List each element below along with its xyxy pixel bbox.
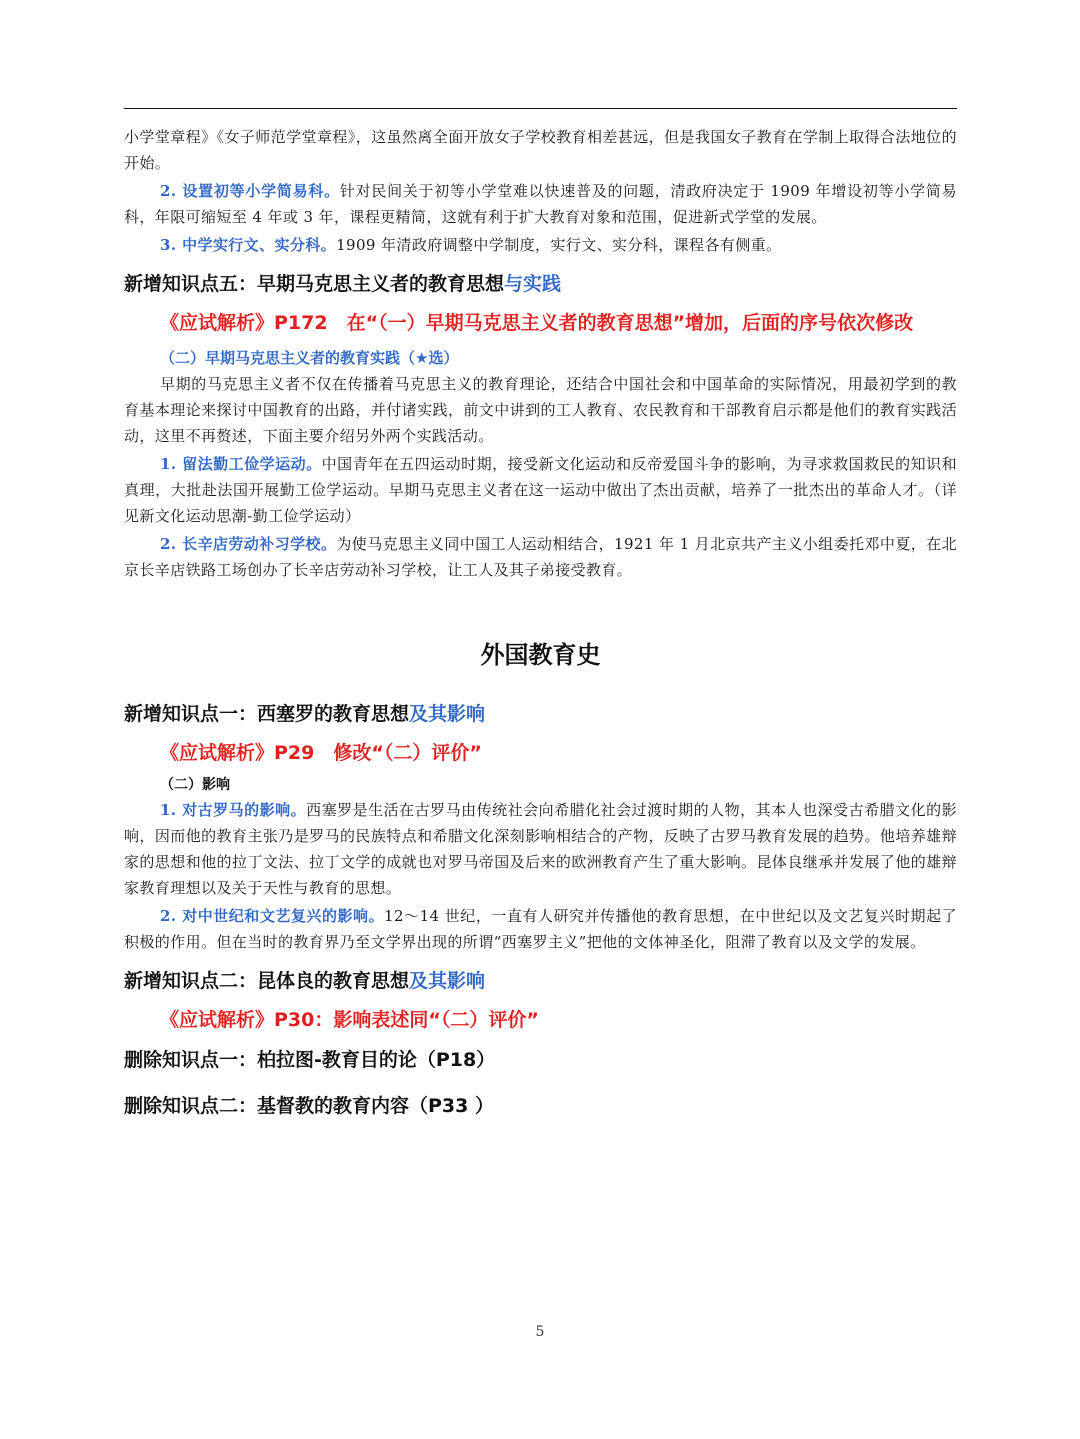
page-number: 5 — [535, 1324, 545, 1340]
paragraph: 早期的马克思主义者不仅在传播着马克思主义的教育理论，还结合中国社会和中国革命的实际情况，用最初学到的教育基本理论来探讨中国教育的出路，并付诸实践，前文中讲到的工人教育、农民教育和干部教育启示都是他们的教育实践活动，这里不再赘述，下面主要介绍另外两个实践活动。 — [124, 375, 957, 445]
deleted-point-heading: 删除知识点二：基督教的教育内容（P33 ） — [124, 1095, 494, 1117]
list-item — [124, 232, 957, 258]
document-page — [124, 0, 957, 1439]
list-item-text: 西塞罗是生活在古罗马由传统社会向希腊化社会过渡时期的人物，其本人也深受古希腊文化的影响，因而他的教育主张乃是罗马的民族特点和希腊文化深刻影响相结合的产物，反映了古罗马教育发展的趋势。他培养雄辩家的思想和他的拉丁文法、拉丁文学的成就也对罗马帝国及后来的欧洲教育产生了重大影响。昆体良继承并发展了他的雄辩家教育理想以及关于天性与教育的思想。 — [124, 801, 957, 897]
header-rule — [124, 108, 957, 109]
subsection-heading: （二）早期马克思主义者的教育实践（★选） — [160, 349, 459, 367]
list-item-text: 中国青年在五四运动时期，接受新文化运动和反帝爱国斗争的影响，为寻求救国救民的知识和真理，大批赴法国开展勤工俭学运动。早期马克思主义者在这一运动中做出了杰出贡献，培养了一批杰出的革命人才。（详见新文化运动思潮-勤工俭学运动） — [124, 455, 958, 525]
heading-added-text: 与实践 — [504, 273, 562, 295]
knowledge-point-heading — [124, 967, 957, 995]
section-title: 外国教育史 — [480, 641, 601, 669]
list-item-label: 2. 设置初等小学简易科。 — [160, 182, 340, 200]
deleted-point-heading: 删除知识点一：柏拉图-教育目的论（P18） — [124, 1049, 496, 1071]
list-item-text: 12～14 世纪，一直有人研究并传播他的教育思想，在中世纪以及文艺复兴时期起了积极的作用。但在当时的教育界乃至文学界出现的所谓“西塞罗主义”把他的文体神圣化，阻滞了教育以及文学的发展。 — [124, 907, 957, 951]
list-item — [124, 451, 957, 529]
list-item-text: 为使马克思主义同中国工人运动相结合，1921 年 1 月北京共产主义小组委托邓中夏，在北京长辛店铁路工场创办了长辛店劳动补习学校，让工人及其子弟接受教育。 — [124, 535, 957, 579]
exam-revision-note: 《应试解析》P30：影响表述同“（二）评价” — [160, 1009, 539, 1031]
continuation-paragraph: 小学堂章程》《女子师范学堂章程》，这虽然离全面开放女子学校教育相差甚远，但是我国女子教育在学制上取得合法地位的开始。 — [124, 128, 957, 172]
heading-added-text: 及其影响 — [409, 970, 486, 992]
list-item — [124, 903, 957, 955]
heading-text: 新增知识点二：昆体良的教育思想 — [124, 970, 410, 992]
list-item — [124, 178, 957, 230]
heading-text: 新增知识点一：西塞罗的教育思想 — [124, 703, 410, 725]
exam-revision-note: 《应试解析》P29 修改“（二）评价” — [160, 742, 482, 764]
list-item-label: 1. 留法勤工俭学运动。 — [160, 455, 322, 473]
list-item-text: 1909 年清政府调整中学制度，实行文、实分科，课程各有侧重。 — [336, 236, 782, 254]
subsection-heading: （二）影响 — [160, 777, 230, 793]
list-item-label: 1. 对古罗马的影响。 — [160, 801, 307, 819]
heading-added-text: 及其影响 — [409, 703, 486, 725]
list-item-label: 3. 中学实行文、实分科。 — [160, 236, 337, 254]
list-item-label: 2. 对中世纪和文艺复兴的影响。 — [160, 907, 385, 925]
page-content — [124, 124, 957, 1120]
list-item-text: 针对民间关于初等小学堂难以快速普及的问题，清政府决定于 1909 年增设初等小学简易科，年限可缩短至 4 年或 3 年，课程更精简，这就有利于扩大教育对象和范围，促进新式学堂的发展。 — [124, 182, 957, 226]
knowledge-point-heading — [124, 270, 957, 298]
knowledge-point-heading — [124, 700, 957, 728]
heading-text: 新增知识点五：早期马克思主义者的教育思想 — [124, 273, 505, 295]
list-item — [124, 797, 957, 901]
list-item — [124, 531, 957, 583]
exam-revision-note: 《应试解析》P172 在“（一）早期马克思主义者的教育思想”增加，后面的序号依次修改 — [160, 312, 914, 334]
list-item-label: 2. 长辛店劳动补习学校。 — [160, 535, 337, 553]
